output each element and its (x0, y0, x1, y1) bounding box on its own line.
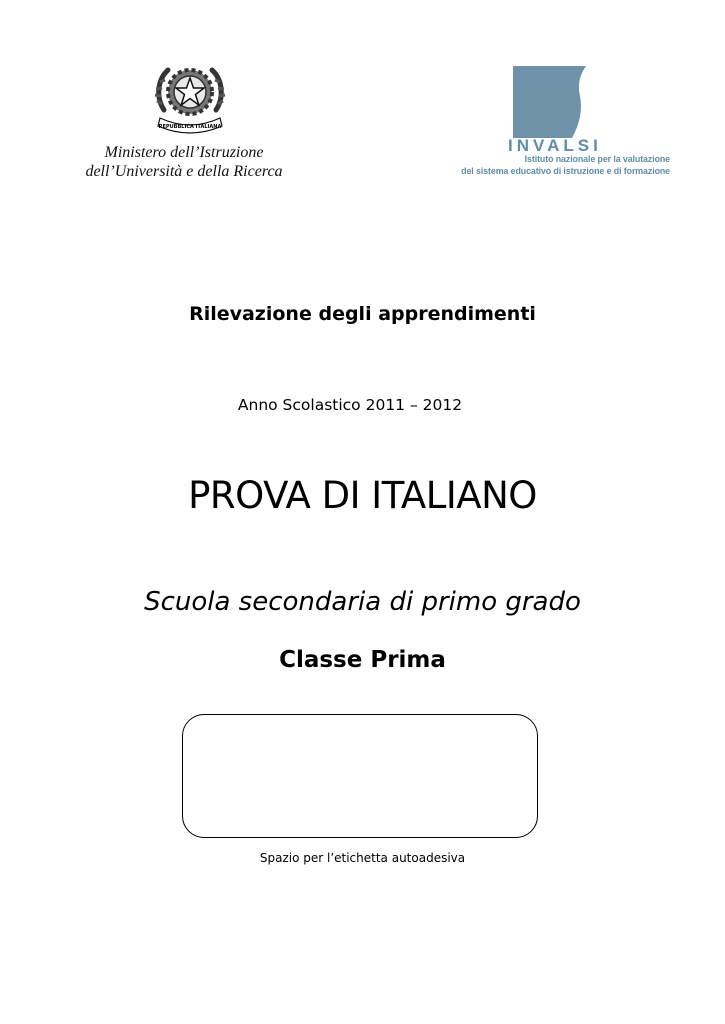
survey-title: Rilevazione degli apprendimenti (189, 303, 536, 325)
repubblica-italiana-emblem-icon (154, 58, 226, 134)
invalsi-tagline-2: del sistema educativo di istruzione e di formazione (461, 166, 670, 177)
ministry-name (60, 143, 308, 181)
sticker-label-caption: Spazio per l’etichetta autoadesiva (259, 851, 466, 865)
invalsi-name: INVALSI (508, 136, 602, 155)
school-level: Scuola secondaria di primo grado (144, 587, 581, 617)
invalsi-sail-icon (510, 66, 588, 138)
sticker-label-box (182, 714, 538, 838)
ministry-line-1: Ministero dell’Istruzione (104, 144, 264, 161)
invalsi-tagline (440, 154, 670, 178)
ministry-line-2: dell’Università e della Ricerca (85, 163, 283, 180)
invalsi-tagline-1: Istituto nazionale per la valutazione (524, 154, 670, 165)
class-level: Classe Prima (279, 647, 446, 673)
school-year: Anno Scolastico 2011 – 2012 (237, 396, 463, 414)
test-title: PROVA DI ITALIANO (188, 474, 537, 517)
emblem-ribbon-text: REPUBBLICA ITALIANA (158, 124, 222, 130)
